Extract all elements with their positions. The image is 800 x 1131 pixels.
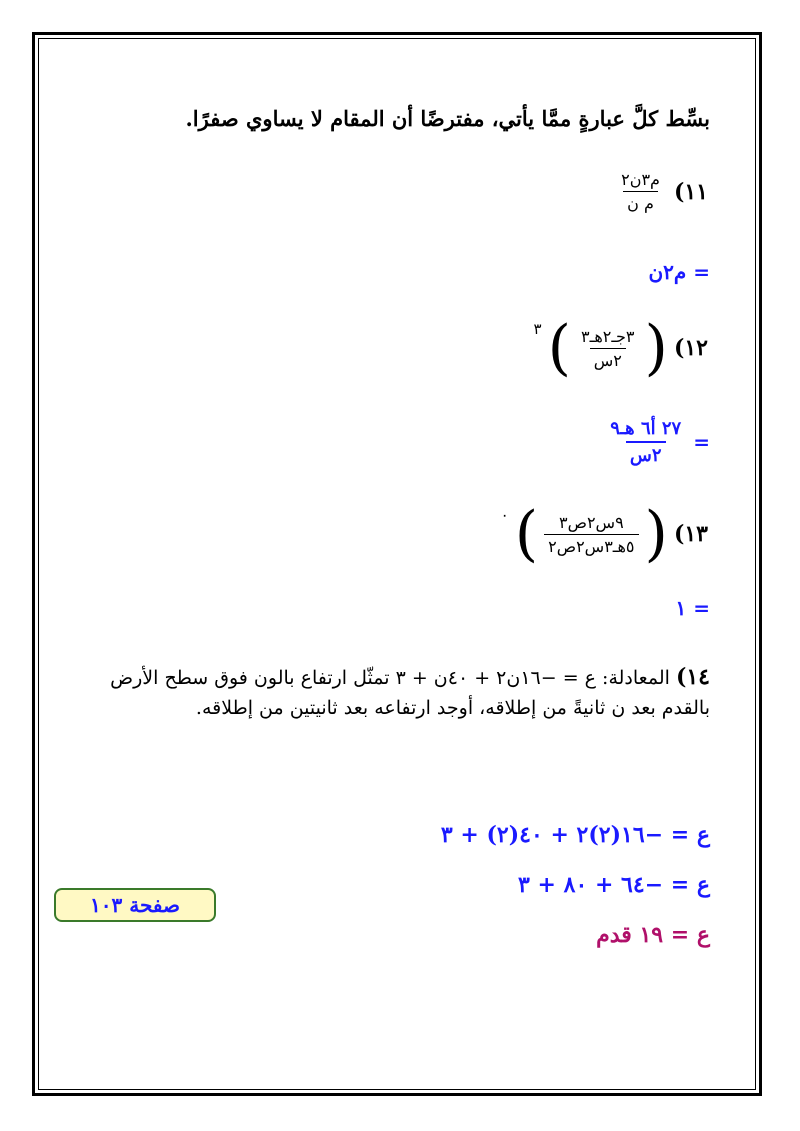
fraction <box>544 513 638 556</box>
fraction-denominator: ٢س <box>626 441 666 466</box>
solution-final: ع = ١٩ قدم <box>596 922 710 948</box>
question-12 <box>533 313 708 383</box>
question-13 <box>500 499 708 569</box>
instruction-text: بسِّط كلَّ عبارةٍ ممَّا يأتي، مفترضًا أن المقام لا يساوي صفرًا. <box>185 106 710 131</box>
answer-11: = م٢ن <box>648 260 710 284</box>
answer-fraction <box>606 418 685 466</box>
fraction <box>577 327 638 370</box>
fraction-denominator: م ن <box>623 191 658 213</box>
fraction <box>617 170 664 213</box>
question-number: ١٢) <box>673 335 708 361</box>
page-number-tab: صفحة ١٠٣ <box>54 888 216 922</box>
paren-right: ( <box>644 313 668 383</box>
question-number: ١١) <box>673 178 708 205</box>
paren-left: ) <box>514 499 539 569</box>
paren-right: ( <box>644 499 668 569</box>
exponent: ٣ <box>533 320 542 338</box>
fraction-denominator: ٥هـ٣س٢ص٢ <box>544 534 638 556</box>
question-11 <box>617 170 708 213</box>
question-14 <box>110 662 710 723</box>
fraction-numerator: ٩س٢ص٣ <box>559 512 624 532</box>
equals-sign: = <box>693 430 710 454</box>
answer-12 <box>606 418 710 466</box>
problem-text: المعادلة: ع = −١٦ن٢ + ٤٠ن + ٣ تمثّل ارتفاع بالون فوق سطح الأرض بالقدم بعد ن ثانيةً من إطلاقه، أوجد ارتفاعه بعد ثانيتين من إطلاقه. <box>110 667 710 719</box>
answer-13: ١ = <box>675 596 710 620</box>
fraction-numerator: ٢٧ أ٦ هـ٩ <box>610 418 682 439</box>
fraction-numerator: ٣جـ٢هـ٣ <box>581 326 635 346</box>
fraction-numerator: م٣ن٢ <box>621 170 660 189</box>
paren-left: ) <box>547 313 572 383</box>
question-number: ١٤) <box>675 664 710 690</box>
question-number: ١٣) <box>673 521 708 547</box>
solution-step-2: ع = −٦٤ + ٨٠ + ٣ <box>518 872 710 898</box>
solution-step-1: ع = −١٦(٢)٢ + ٤٠(٢) + ٣ <box>440 822 710 848</box>
exponent: ٠ <box>500 506 509 524</box>
fraction-denominator: ٢س <box>590 348 626 370</box>
